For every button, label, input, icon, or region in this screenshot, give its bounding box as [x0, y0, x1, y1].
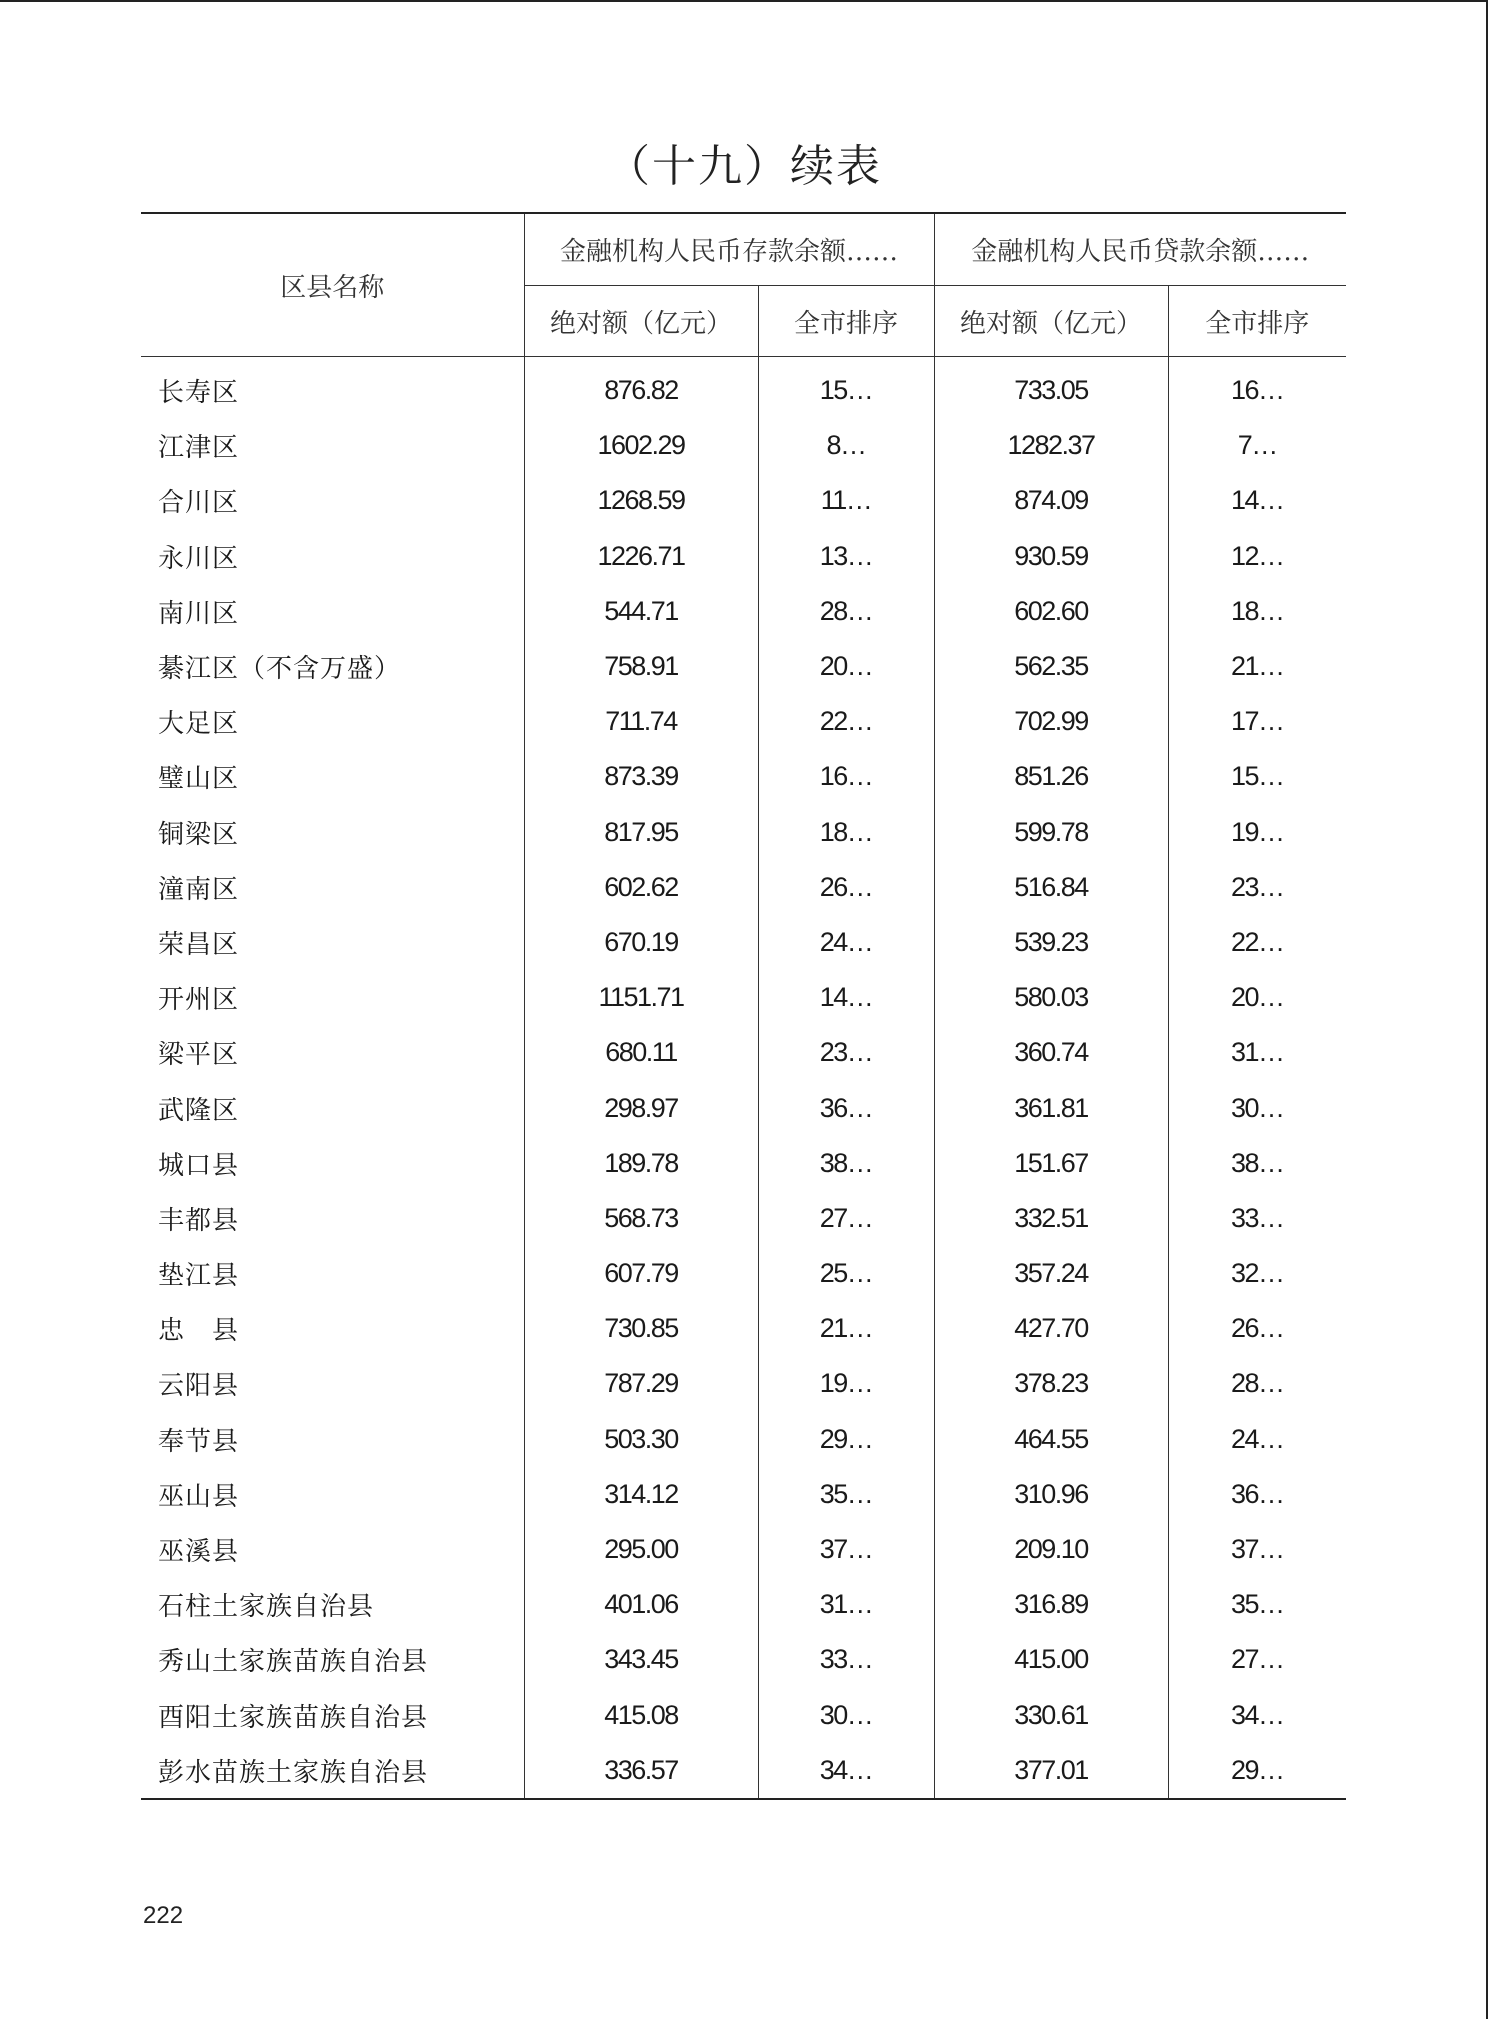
table-row: [141, 1467, 1346, 1522]
loan-amount-cell: 851.26: [934, 749, 1168, 804]
loan-rank-cell: 14…: [1168, 473, 1346, 528]
header-district-name: 区县名称: [141, 213, 524, 357]
deposit-amount-cell: 1268.59: [524, 473, 758, 528]
table-row: [141, 418, 1346, 473]
district-name-cell: 南川区: [158, 598, 240, 629]
district-name-cell: 石柱土家族自治县: [158, 1592, 375, 1623]
loan-amount-cell: 310.96: [934, 1467, 1168, 1522]
loan-amount-cell: 930.59: [934, 529, 1168, 584]
table-row: [141, 1356, 1346, 1411]
deposit-amount-cell: 1602.29: [524, 418, 758, 473]
deposit-rank-cell: 30…: [758, 1688, 934, 1743]
table-row: [141, 1136, 1346, 1191]
loan-rank-cell: 18…: [1168, 584, 1346, 639]
district-name-cell: 梁平区: [158, 1040, 240, 1071]
loan-amount-cell: 415.00: [934, 1632, 1168, 1687]
district-name-cell: 璧山区: [158, 764, 240, 795]
loan-rank-cell: 38…: [1168, 1136, 1346, 1191]
loan-rank-cell: 23…: [1168, 860, 1346, 915]
deposit-amount-cell: 401.06: [524, 1577, 758, 1632]
loan-rank-cell: 31…: [1168, 1025, 1346, 1080]
deposit-amount-cell: 758.91: [524, 639, 758, 694]
deposit-rank-cell: 21…: [758, 1301, 934, 1356]
loan-amount-cell: 360.74: [934, 1025, 1168, 1080]
loan-rank-cell: 33…: [1168, 1191, 1346, 1246]
loan-amount-cell: 357.24: [934, 1246, 1168, 1301]
deposit-rank-cell: 15…: [758, 357, 934, 419]
deposit-amount-cell: 336.57: [524, 1743, 758, 1799]
district-name-cell: 武隆区: [158, 1095, 240, 1126]
deposit-amount-cell: 1151.71: [524, 970, 758, 1025]
loan-rank-cell: 32…: [1168, 1246, 1346, 1301]
table-row: [141, 694, 1346, 749]
deposit-amount-cell: 503.30: [524, 1412, 758, 1467]
loan-rank-cell: 12…: [1168, 529, 1346, 584]
deposit-rank-cell: 14…: [758, 970, 934, 1025]
header-deposit-rank: 全市排序: [758, 286, 934, 357]
loan-rank-cell: 22…: [1168, 915, 1346, 970]
deposit-rank-cell: 25…: [758, 1246, 934, 1301]
table-row: [141, 1412, 1346, 1467]
deposit-rank-cell: 27…: [758, 1191, 934, 1246]
district-name-cell: 潼南区: [158, 874, 240, 905]
loan-rank-cell: 35…: [1168, 1577, 1346, 1632]
district-name-cell: 城口县: [158, 1150, 240, 1181]
deposit-rank-cell: 37…: [758, 1522, 934, 1577]
district-name-cell: 忠 县: [158, 1316, 240, 1347]
loan-rank-cell: 15…: [1168, 749, 1346, 804]
header-deposit-group: 金融机构人民币存款余额……: [524, 213, 934, 286]
loan-rank-cell: 37…: [1168, 1522, 1346, 1577]
loan-rank-cell: 26…: [1168, 1301, 1346, 1356]
district-name-cell: 江津区: [158, 433, 240, 464]
table-row: [141, 1080, 1346, 1135]
loan-amount-cell: 377.01: [934, 1743, 1168, 1799]
deposit-amount-cell: 415.08: [524, 1688, 758, 1743]
district-name-cell: 荣昌区: [158, 929, 240, 960]
finance-table: [141, 212, 1346, 1800]
loan-rank-cell: 21…: [1168, 639, 1346, 694]
district-name-cell: 酉阳土家族苗族自治县: [158, 1702, 429, 1733]
loan-amount-cell: 209.10: [934, 1522, 1168, 1577]
table-row: [141, 970, 1346, 1025]
deposit-amount-cell: 787.29: [524, 1356, 758, 1411]
table-row: [141, 584, 1346, 639]
table-row: [141, 1688, 1346, 1743]
district-name-cell: 巫山县: [158, 1481, 240, 1512]
loan-amount-cell: 332.51: [934, 1191, 1168, 1246]
loan-amount-cell: 702.99: [934, 694, 1168, 749]
loan-rank-cell: 34…: [1168, 1688, 1346, 1743]
deposit-rank-cell: 11…: [758, 473, 934, 528]
district-name-cell: 永川区: [158, 543, 240, 574]
table-row: [141, 1632, 1346, 1687]
loan-rank-cell: 7…: [1168, 418, 1346, 473]
district-name-cell: 彭水苗族土家族自治县: [158, 1757, 429, 1788]
deposit-rank-cell: 22…: [758, 694, 934, 749]
deposit-amount-cell: 544.71: [524, 584, 758, 639]
loan-amount-cell: 602.60: [934, 584, 1168, 639]
deposit-amount-cell: 680.11: [524, 1025, 758, 1080]
deposit-amount-cell: 295.00: [524, 1522, 758, 1577]
loan-amount-cell: 733.05: [934, 357, 1168, 419]
table-row: [141, 749, 1346, 804]
district-name-cell: 巫溪县: [158, 1537, 240, 1568]
deposit-rank-cell: 16…: [758, 749, 934, 804]
district-name-cell: 丰都县: [158, 1205, 240, 1236]
loan-amount-cell: 599.78: [934, 805, 1168, 860]
loan-amount-cell: 151.67: [934, 1136, 1168, 1191]
table-body: [141, 357, 1346, 1799]
table-row: [141, 1246, 1346, 1301]
loan-rank-cell: 16…: [1168, 357, 1346, 419]
district-name-cell: 垫江县: [158, 1261, 240, 1292]
district-name-cell: 奉节县: [158, 1426, 240, 1457]
header-loan-group: 金融机构人民币贷款余额……: [934, 213, 1346, 286]
table-row: [141, 473, 1346, 528]
loan-rank-cell: 28…: [1168, 1356, 1346, 1411]
deposit-rank-cell: 34…: [758, 1743, 934, 1799]
loan-amount-cell: 427.70: [934, 1301, 1168, 1356]
loan-rank-cell: 29…: [1168, 1743, 1346, 1799]
deposit-rank-cell: 26…: [758, 860, 934, 915]
table-row: [141, 639, 1346, 694]
table-row: [141, 805, 1346, 860]
loan-amount-cell: 1282.37: [934, 418, 1168, 473]
deposit-rank-cell: 20…: [758, 639, 934, 694]
loan-amount-cell: 378.23: [934, 1356, 1168, 1411]
header-loan-rank: 全市排序: [1168, 286, 1346, 357]
table-row: [141, 529, 1346, 584]
loan-rank-cell: 19…: [1168, 805, 1346, 860]
loan-rank-cell: 24…: [1168, 1412, 1346, 1467]
header-loan-absolute: 绝对额（亿元）: [934, 286, 1168, 357]
loan-rank-cell: 27…: [1168, 1632, 1346, 1687]
page-title: （十九）续表: [606, 141, 882, 192]
loan-rank-cell: 30…: [1168, 1080, 1346, 1135]
loan-rank-cell: 20…: [1168, 970, 1346, 1025]
deposit-amount-cell: 730.85: [524, 1301, 758, 1356]
loan-amount-cell: 516.84: [934, 860, 1168, 915]
loan-amount-cell: 316.89: [934, 1577, 1168, 1632]
loan-amount-cell: 539.23: [934, 915, 1168, 970]
district-name-cell: 铜梁区: [158, 819, 240, 850]
loan-rank-cell: 17…: [1168, 694, 1346, 749]
deposit-amount-cell: 817.95: [524, 805, 758, 860]
deposit-rank-cell: 13…: [758, 529, 934, 584]
deposit-rank-cell: 24…: [758, 915, 934, 970]
deposit-amount-cell: 343.45: [524, 1632, 758, 1687]
loan-amount-cell: 464.55: [934, 1412, 1168, 1467]
loan-amount-cell: 580.03: [934, 970, 1168, 1025]
deposit-amount-cell: 670.19: [524, 915, 758, 970]
table-row: [141, 1191, 1346, 1246]
table-row: [141, 1301, 1346, 1356]
table-row: [141, 357, 1346, 419]
district-name-cell: 合川区: [158, 488, 240, 519]
deposit-rank-cell: 8…: [758, 418, 934, 473]
deposit-amount-cell: 1226.71: [524, 529, 758, 584]
deposit-rank-cell: 23…: [758, 1025, 934, 1080]
deposit-amount-cell: 711.74: [524, 694, 758, 749]
deposit-amount-cell: 298.97: [524, 1080, 758, 1135]
deposit-amount-cell: 873.39: [524, 749, 758, 804]
deposit-amount-cell: 568.73: [524, 1191, 758, 1246]
deposit-rank-cell: 38…: [758, 1136, 934, 1191]
page-number: 222: [143, 1902, 184, 1929]
table-row: [141, 1025, 1346, 1080]
district-name-cell: 开州区: [158, 985, 240, 1016]
deposit-amount-cell: 602.62: [524, 860, 758, 915]
district-name-cell: 云阳县: [158, 1371, 240, 1402]
deposit-amount-cell: 607.79: [524, 1246, 758, 1301]
deposit-rank-cell: 19…: [758, 1356, 934, 1411]
district-name-cell: 綦江区（不含万盛）: [158, 654, 402, 685]
table-row: [141, 1577, 1346, 1632]
loan-amount-cell: 874.09: [934, 473, 1168, 528]
deposit-rank-cell: 36…: [758, 1080, 934, 1135]
deposit-amount-cell: 314.12: [524, 1467, 758, 1522]
loan-rank-cell: 36…: [1168, 1467, 1346, 1522]
table-row: [141, 915, 1346, 970]
deposit-amount-cell: 189.78: [524, 1136, 758, 1191]
table-row: [141, 860, 1346, 915]
loan-amount-cell: 562.35: [934, 639, 1168, 694]
page-top-border: [0, 0, 1488, 2]
district-name-cell: 长寿区: [158, 378, 240, 409]
table-row: [141, 1743, 1346, 1799]
deposit-rank-cell: 33…: [758, 1632, 934, 1687]
table-row: [141, 1522, 1346, 1577]
loan-amount-cell: 361.81: [934, 1080, 1168, 1135]
table-header: [141, 213, 1346, 357]
deposit-rank-cell: 31…: [758, 1577, 934, 1632]
loan-amount-cell: 330.61: [934, 1688, 1168, 1743]
deposit-rank-cell: 28…: [758, 584, 934, 639]
district-name-cell: 秀山土家族苗族自治县: [158, 1647, 429, 1678]
deposit-amount-cell: 876.82: [524, 357, 758, 419]
deposit-rank-cell: 18…: [758, 805, 934, 860]
header-deposit-absolute: 绝对额（亿元）: [524, 286, 758, 357]
district-name-cell: 大足区: [158, 709, 240, 740]
deposit-rank-cell: 29…: [758, 1412, 934, 1467]
deposit-rank-cell: 35…: [758, 1467, 934, 1522]
